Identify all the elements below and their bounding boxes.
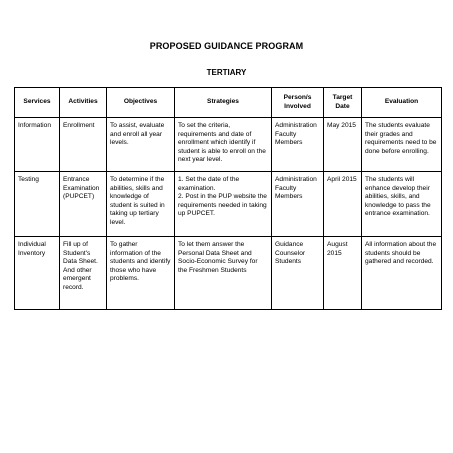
cell-objectives: To determine if the abilities, skills and knowledge of student is suited in taking up tertiary level. [107,172,175,237]
strategy-step-1: 1. Set the date of the examination. [178,176,240,192]
cell-persons-involved: Administration Faculty Members [272,172,324,237]
header-evaluation: Evaluation [362,88,442,118]
strategy-step-2: 2. Post in the PUP website the requirements needed in taking up PUPCET. [178,193,267,218]
cell-evaluation: The students will enhance develop their abilities, skills, and knowledge to pass the entrance examination. [362,172,442,237]
cell-persons-involved: Administration Faculty Members [272,118,324,172]
table-row [15,237,442,310]
cell-persons-involved: Guidance Counselor Students [272,237,324,310]
header-persons-involved: Person/s Involved [272,88,324,118]
cell-services: Information [15,118,60,172]
header-objectives: Objectives [107,88,175,118]
document-subtitle: TERTIARY [206,68,247,77]
cell-strategies: To set the criteria, requirements and date of enrollment which identify if student is able to enroll on the next year level. [175,118,272,172]
header-target-date: Target Date [324,88,362,118]
cell-objectives: To gather information of the students and identify those who have problems. [107,237,175,310]
header-services: Services [15,88,60,118]
header-strategies: Strategies [175,88,272,118]
document-title: PROPOSED GUIDANCE PROGRAM [149,41,304,51]
cell-strategies [175,172,272,237]
cell-target-date: May 2015 [324,118,362,172]
cell-target-date: August 2015 [324,237,362,310]
guidance-program-table [14,87,442,310]
table-header-row [15,88,442,118]
cell-services: Testing [15,172,60,237]
cell-objectives: To assist, evaluate and enroll all year levels. [107,118,175,172]
table-row [15,172,442,237]
table-row [15,118,442,172]
cell-strategies: To let them answer the Personal Data Sheet and Socio-Economic Survey for the Freshmen Students [175,237,272,310]
cell-activities: Enrollment [60,118,107,172]
header-activities: Activities [60,88,107,118]
cell-evaluation: All information about the students should be gathered and recorded. [362,237,442,310]
cell-services: Individual Inventory [15,237,60,310]
cell-evaluation: The students evaluate their grades and requirements need to be done before enrolling. [362,118,442,172]
cell-activities: Entrance Examination (PUPCET) [60,172,107,237]
cell-target-date: April 2015 [324,172,362,237]
cell-activities: Fill up of Student's Data Sheet. And other emergent record. [60,237,107,310]
